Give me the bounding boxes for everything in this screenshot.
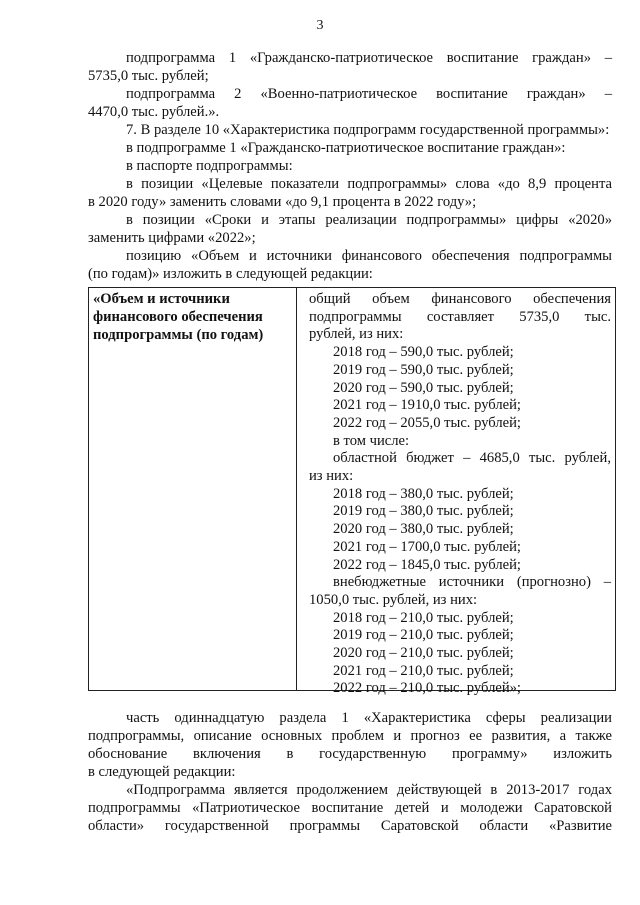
funding-total-line: подпрограммы составляет 5735,0 тыс. <box>309 308 611 325</box>
text-line: в следующей редакции: <box>88 764 236 780</box>
funding-total-year-2020: 2020 год – 590,0 тыс. рублей; <box>333 379 514 396</box>
paragraph-subprogram-1-title: в подпрограмме 1 «Гражданско-патриотическое воспитание граждан»: <box>126 140 566 156</box>
funding-total-year-2022: 2022 год – 2055,0 тыс. рублей; <box>333 414 521 431</box>
funding-table-heading-cell <box>89 288 297 690</box>
funding-table-heading: «Объем и источники финансового обеспечения подпрограммы (по годам) <box>93 291 264 343</box>
funding-regional-line: областной бюджет – 4685,0 тыс. рублей, <box>333 450 611 467</box>
funding-extra-year-2018: 2018 год – 210,0 тыс. рублей; <box>333 609 514 626</box>
funding-total-year-2021: 2021 год – 1910,0 тыс. рублей; <box>333 397 521 414</box>
funding-extra-year-2022: 2022 год – 210,0 тыс. рублей»; <box>333 680 521 697</box>
text-line: подпрограмма 2 «Военно-патриотическое воспитание граждан» – <box>126 86 612 102</box>
text-line: (по годам)» изложить в следующей редакции: <box>88 266 373 282</box>
paragraph-section-10: 7. В разделе 10 «Характеристика подпрограмм государственной программы»: <box>126 122 610 138</box>
funding-extra-tail: 1050,0 тыс. рублей, из них: <box>309 591 478 608</box>
funding-extra-line: внебюджетные источники (прогнозно) – <box>333 574 611 591</box>
text-line: области» государственной программы Саратовской области «Развитие <box>88 818 612 834</box>
funding-total-year-2019: 2019 год – 590,0 тыс. рублей; <box>333 361 514 378</box>
text-line: заменить цифрами «2022»; <box>88 230 256 246</box>
funding-regional-year-2021: 2021 год – 1700,0 тыс. рублей; <box>333 538 521 555</box>
funding-table <box>88 287 616 697</box>
text-line: в позиции «Целевые показатели подпрограммы» слова «до 8,9 процента <box>126 176 612 192</box>
funding-regional-year-2018: 2018 год – 380,0 тыс. рублей; <box>333 485 514 502</box>
page-number: 3 <box>316 18 324 33</box>
text-line: позицию «Объем и источники финансового обеспечения подпрограммы <box>126 248 612 264</box>
funding-table-values-cell <box>297 288 615 697</box>
text-line: часть одиннадцатую раздела 1 «Характеристика сферы реализации <box>126 710 612 726</box>
funding-total-line: общий объем финансового обеспечения <box>309 291 611 307</box>
text-line: подпрограммы «Патриотическое воспитание детей и молодежи Саратовской <box>88 800 612 816</box>
text-line: подпрограммы, описание основных проблем и прогноз ее развития, а также <box>88 728 612 744</box>
funding-extra-year-2019: 2019 год – 210,0 тыс. рублей; <box>333 627 514 644</box>
text-line: 4470,0 тыс. рублей.». <box>88 104 220 120</box>
funding-regional-year-2020: 2020 год – 380,0 тыс. рублей; <box>333 521 514 538</box>
funding-regional-year-2022: 2022 год – 1845,0 тыс. рублей; <box>333 556 521 573</box>
text-line: «Подпрограмма является продолжением действующей в 2013-2017 годах <box>126 782 612 798</box>
funding-extra-year-2020: 2020 год – 210,0 тыс. рублей; <box>333 645 514 662</box>
funding-total-tail: рублей, из них: <box>309 326 404 343</box>
text-line: в 2020 году» заменить словами «до 9,1 процента в 2022 году»; <box>88 194 477 210</box>
paragraph-passport: в паспорте подпрограммы: <box>126 158 293 174</box>
funding-regional-year-2019: 2019 год – 380,0 тыс. рублей; <box>333 503 514 520</box>
text-line: 5735,0 тыс. рублей; <box>88 68 209 84</box>
funding-including-label: в том числе: <box>333 432 410 449</box>
text-line: обоснование включения в государственную программу» изложить <box>88 746 612 762</box>
funding-regional-tail: из них: <box>309 468 354 485</box>
funding-total-year-2018: 2018 год – 590,0 тыс. рублей; <box>333 344 514 361</box>
funding-extra-year-2021: 2021 год – 210,0 тыс. рублей; <box>333 662 514 679</box>
text-line: подпрограмма 1 «Гражданско-патриотическое воспитание граждан» – <box>126 50 612 66</box>
text-line: в позиции «Сроки и этапы реализации подпрограммы» цифры «2020» <box>126 212 612 228</box>
